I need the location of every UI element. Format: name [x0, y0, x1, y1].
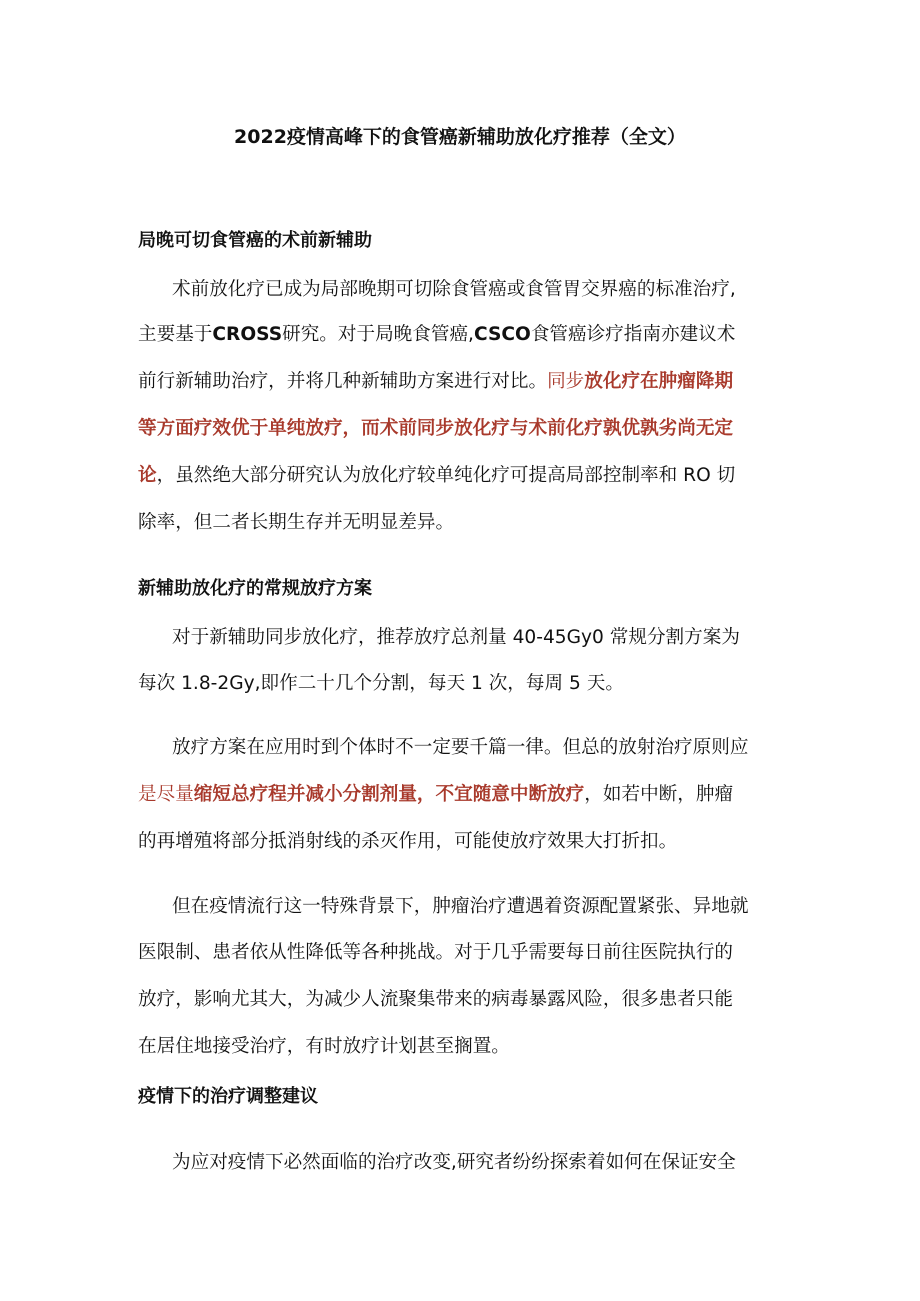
paragraph-line — [138, 671, 784, 697]
page-title: 2022疫情高峰下的食管癌新辅助放化疗推荐（全文） — [234, 126, 686, 148]
text-run: 放疗，影响尤其大，为减少人流聚集带来的病毒暴露风险，很多患者只能 — [138, 989, 734, 1010]
paragraph-line — [138, 369, 784, 395]
text-run: 食管癌诊疗指南亦建议术 — [530, 324, 736, 345]
paragraph-line — [138, 829, 784, 855]
text-run: 除率，但二者长期生存并无明显差异。 — [138, 512, 455, 533]
highlight-bold-text: 放化疗在肿瘤降期 — [584, 371, 734, 392]
text-run: 放疗方案在应用时到个体时不一定要千篇一律。但总的放射治疗原则应 — [172, 737, 749, 758]
highlight-text: 同步 — [547, 371, 585, 392]
paragraph-line — [172, 1150, 784, 1176]
section-heading-preop-neoadjuvant: 局晚可切食管癌的术前新辅助 — [138, 230, 372, 251]
paragraph-line — [138, 463, 784, 489]
bold-text-cross: CROSS — [212, 324, 283, 345]
highlight-text: 是尽量 — [138, 784, 194, 805]
text-run: 术前放化疗已成为局部晚期可切除食管癌或食管胃交界癌的标准治疗, — [172, 279, 736, 300]
text-run: ，如若中断，肿瘤 — [584, 784, 734, 805]
paragraph-line — [138, 416, 784, 442]
text-run: ，虽然绝大部分研究认为放化疗较单纯化疗可提高局部控制率和 RO 切 — [156, 465, 736, 486]
paragraph-line — [138, 510, 784, 536]
text-run: 医限制、患者依从性降低等各种挑战。对于几乎需要每日前往医院执行的 — [138, 942, 734, 963]
paragraph-line — [172, 625, 784, 651]
paragraph-line — [138, 940, 784, 966]
text-run: 的再增殖将部分抵消射线的杀灭作用，可能使放疗效果大打折扣。 — [138, 831, 678, 852]
section-heading-pandemic-adjustments: 疫情下的治疗调整建议 — [138, 1086, 318, 1107]
text-run: 每次 1.8-2Gy,即作二十几个分割，每天 1 次，每周 5 天。 — [138, 673, 624, 694]
paragraph-line — [172, 894, 784, 920]
text-run: 主要基于 — [138, 324, 213, 345]
section-heading-radiotherapy-plan: 新辅助放化疗的常规放疗方案 — [138, 578, 372, 599]
text-run: 为应对疫情下必然面临的治疗改变,研究者纷纷探索着如何在保证安全 — [172, 1152, 736, 1173]
paragraph-line — [138, 782, 784, 808]
highlight-bold-text: 缩短总疗程并减小分割剂量，不宜随意中断放疗 — [193, 784, 585, 805]
bold-text-csco: CSCO — [473, 324, 531, 345]
text-run: 前行新辅助治疗，并将几种新辅助方案进行对比。 — [138, 371, 548, 392]
paragraph-line — [138, 987, 784, 1013]
paragraph-line — [138, 1034, 784, 1060]
text-run: 对于新辅助同步放化疗，推荐放疗总剂量 40-45Gy0 常规分割方案为 — [172, 627, 740, 648]
text-run: 但在疫情流行这一特殊背景下，肿瘤治疗遭遇着资源配置紧张、异地就 — [172, 896, 749, 917]
text-run: 在居住地接受治疗，有时放疗计划甚至搁置。 — [138, 1036, 510, 1057]
highlight-bold-text: 等方面疗效优于单纯放疗，而术前同步放化疗与术前化疗孰优孰劣尚无定 — [138, 418, 734, 439]
text-run: 研究。对于局晚食管癌, — [282, 324, 474, 345]
paragraph-line — [138, 322, 784, 348]
highlight-bold-text: 论 — [138, 465, 157, 486]
paragraph-line — [172, 735, 784, 761]
paragraph-line — [172, 277, 784, 303]
